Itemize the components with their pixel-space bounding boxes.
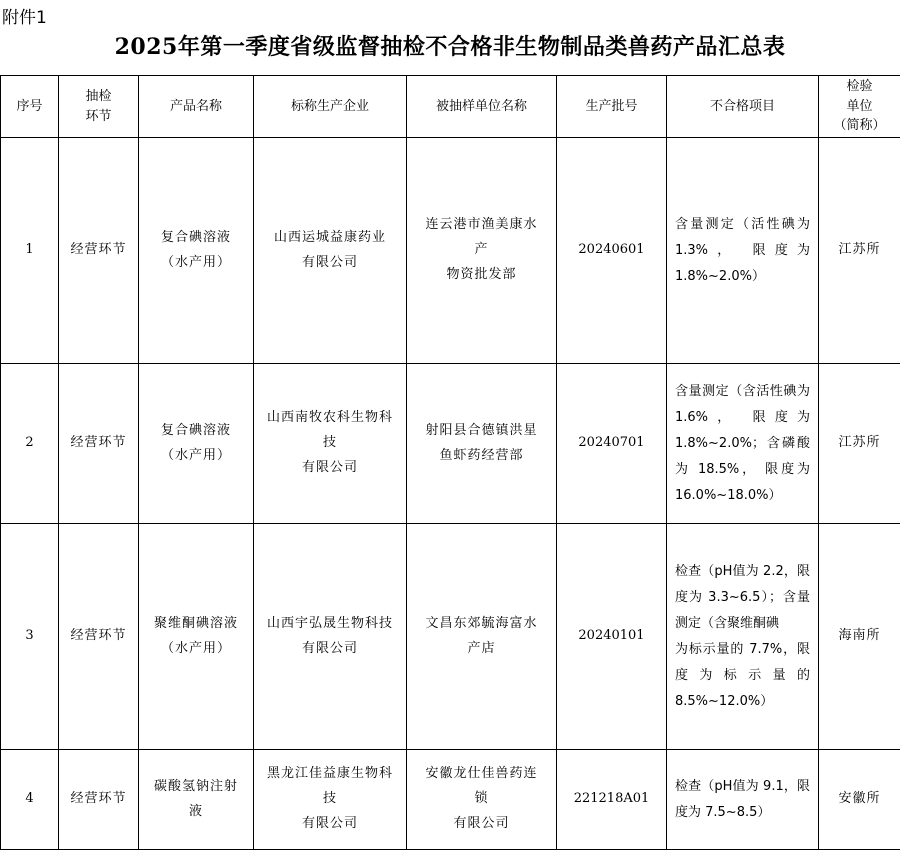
header-line: 检验 — [823, 77, 896, 97]
cell-maker-line: 山西运城益康药业 — [258, 226, 402, 251]
header-line: 被抽样单位名称 — [411, 97, 552, 117]
header-sampled-unit — [407, 76, 557, 138]
header-product — [139, 76, 254, 138]
cell-sampled-unit-line: 鱼虾药经营部 — [411, 444, 552, 469]
header-seq — [1, 76, 59, 138]
cell-stage: 经营环节 — [59, 524, 139, 750]
cell-sampled-unit-line: 产 — [411, 238, 552, 263]
cell-lab: 江苏所 — [819, 364, 900, 524]
cell-nonconforming-item-line: 含量测定（含活性碘为 1.6%， 限度为 1.8%~2.0%；含磷酸为 18.5%， 限度为 16.0%~18.0%） — [675, 379, 810, 509]
cell-sampled-unit-line: 有限公司 — [411, 812, 552, 837]
header-batch — [557, 76, 667, 138]
cell-sampled-unit-line: 物资批发部 — [411, 263, 552, 288]
cell-sampled-unit — [407, 138, 557, 364]
nonconforming-products-table — [0, 75, 900, 850]
cell-product — [139, 138, 254, 364]
table-row — [1, 364, 900, 524]
cell-batch: 20240601 — [557, 138, 667, 364]
cell-stage: 经营环节 — [59, 750, 139, 850]
cell-seq: 1 — [1, 138, 59, 364]
cell-product — [139, 750, 254, 850]
cell-batch: 20240101 — [557, 524, 667, 750]
cell-sampled-unit-line: 锁 — [411, 787, 552, 812]
cell-sampled-unit — [407, 364, 557, 524]
cell-maker-line: 有限公司 — [258, 251, 402, 276]
header-line: 标称生产企业 — [258, 97, 402, 117]
cell-lab: 江苏所 — [819, 138, 900, 364]
cell-lab: 海南所 — [819, 524, 900, 750]
cell-maker — [254, 750, 407, 850]
cell-maker-line: 技 — [258, 431, 402, 456]
cell-seq: 4 — [1, 750, 59, 850]
cell-maker — [254, 138, 407, 364]
header-line: 产品名称 — [143, 97, 249, 117]
header-line: 序号 — [5, 97, 54, 117]
cell-stage: 经营环节 — [59, 364, 139, 524]
cell-sampled-unit — [407, 524, 557, 750]
header-maker — [254, 76, 407, 138]
cell-maker — [254, 364, 407, 524]
cell-nonconforming-item-line: 为标示量的 7.7%，限度为标示量的 8.5%~12.0%） — [675, 637, 810, 715]
cell-product-line: 复合碘溶液 — [143, 226, 249, 251]
cell-maker-line: 有限公司 — [258, 812, 402, 837]
table-row — [1, 750, 900, 850]
header-nonconforming-item — [667, 76, 819, 138]
cell-maker-line: 有限公司 — [258, 637, 402, 662]
table-header-row — [1, 76, 900, 138]
cell-product-line: （水产用） — [143, 637, 249, 662]
cell-nonconforming-item — [667, 524, 819, 750]
cell-maker-line: 山西南牧农科生物科 — [258, 406, 402, 431]
cell-product — [139, 364, 254, 524]
cell-maker-line: 黑龙江佳益康生物科 — [258, 762, 402, 787]
document-title: 2025年第一季度省级监督抽检不合格非生物制品类兽药产品汇总表 — [0, 30, 900, 61]
cell-sampled-unit-line: 文昌东郊毓海富水 — [411, 612, 552, 637]
header-line: 环节 — [63, 107, 134, 127]
cell-stage: 经营环节 — [59, 138, 139, 364]
header-line: 生产批号 — [561, 97, 662, 117]
cell-product — [139, 524, 254, 750]
cell-batch: 221218A01 — [557, 750, 667, 850]
table-row — [1, 138, 900, 364]
attachment-label: 附件1 — [2, 3, 47, 28]
cell-nonconforming-item-line: 检查（pH值为 9.1，限度为 7.5~8.5） — [675, 774, 810, 826]
header-lab — [819, 76, 900, 138]
cell-sampled-unit-line: 产店 — [411, 637, 552, 662]
cell-product-line: （水产用） — [143, 444, 249, 469]
cell-seq: 2 — [1, 364, 59, 524]
header-line: 不合格项目 — [671, 97, 814, 117]
cell-sampled-unit-line: 射阳县合德镇洪星 — [411, 419, 552, 444]
cell-product-line: 聚维酮碘溶液 — [143, 612, 249, 637]
cell-product-line: （水产用） — [143, 251, 249, 276]
table-row — [1, 524, 900, 750]
cell-product-line: 复合碘溶液 — [143, 419, 249, 444]
cell-nonconforming-item — [667, 750, 819, 850]
cell-seq: 3 — [1, 524, 59, 750]
cell-product-line: 碳酸氢钠注射 — [143, 775, 249, 800]
cell-product-line: 液 — [143, 800, 249, 825]
cell-sampled-unit — [407, 750, 557, 850]
cell-batch: 20240701 — [557, 364, 667, 524]
cell-nonconforming-item — [667, 138, 819, 364]
cell-lab: 安徽所 — [819, 750, 900, 850]
cell-sampled-unit-line: 连云港市渔美康水 — [411, 213, 552, 238]
cell-nonconforming-item-line: 含量测定（活性碘为 1.3%， 限度为 1.8%~2.0%） — [675, 212, 810, 290]
cell-maker-line: 山西宇弘晟生物科技 — [258, 612, 402, 637]
cell-maker-line: 有限公司 — [258, 456, 402, 481]
header-line: （简称） — [823, 116, 896, 136]
header-stage — [59, 76, 139, 138]
cell-nonconforming-item — [667, 364, 819, 524]
cell-maker — [254, 524, 407, 750]
header-line: 单位 — [823, 97, 896, 117]
cell-sampled-unit-line: 安徽龙仕佳兽药连 — [411, 762, 552, 787]
cell-maker-line: 技 — [258, 787, 402, 812]
cell-nonconforming-item-line: 检查（pH值为 2.2，限度为 3.3~6.5）；含量测定（含聚维酮碘 — [675, 559, 810, 637]
header-line: 抽检 — [63, 87, 134, 107]
